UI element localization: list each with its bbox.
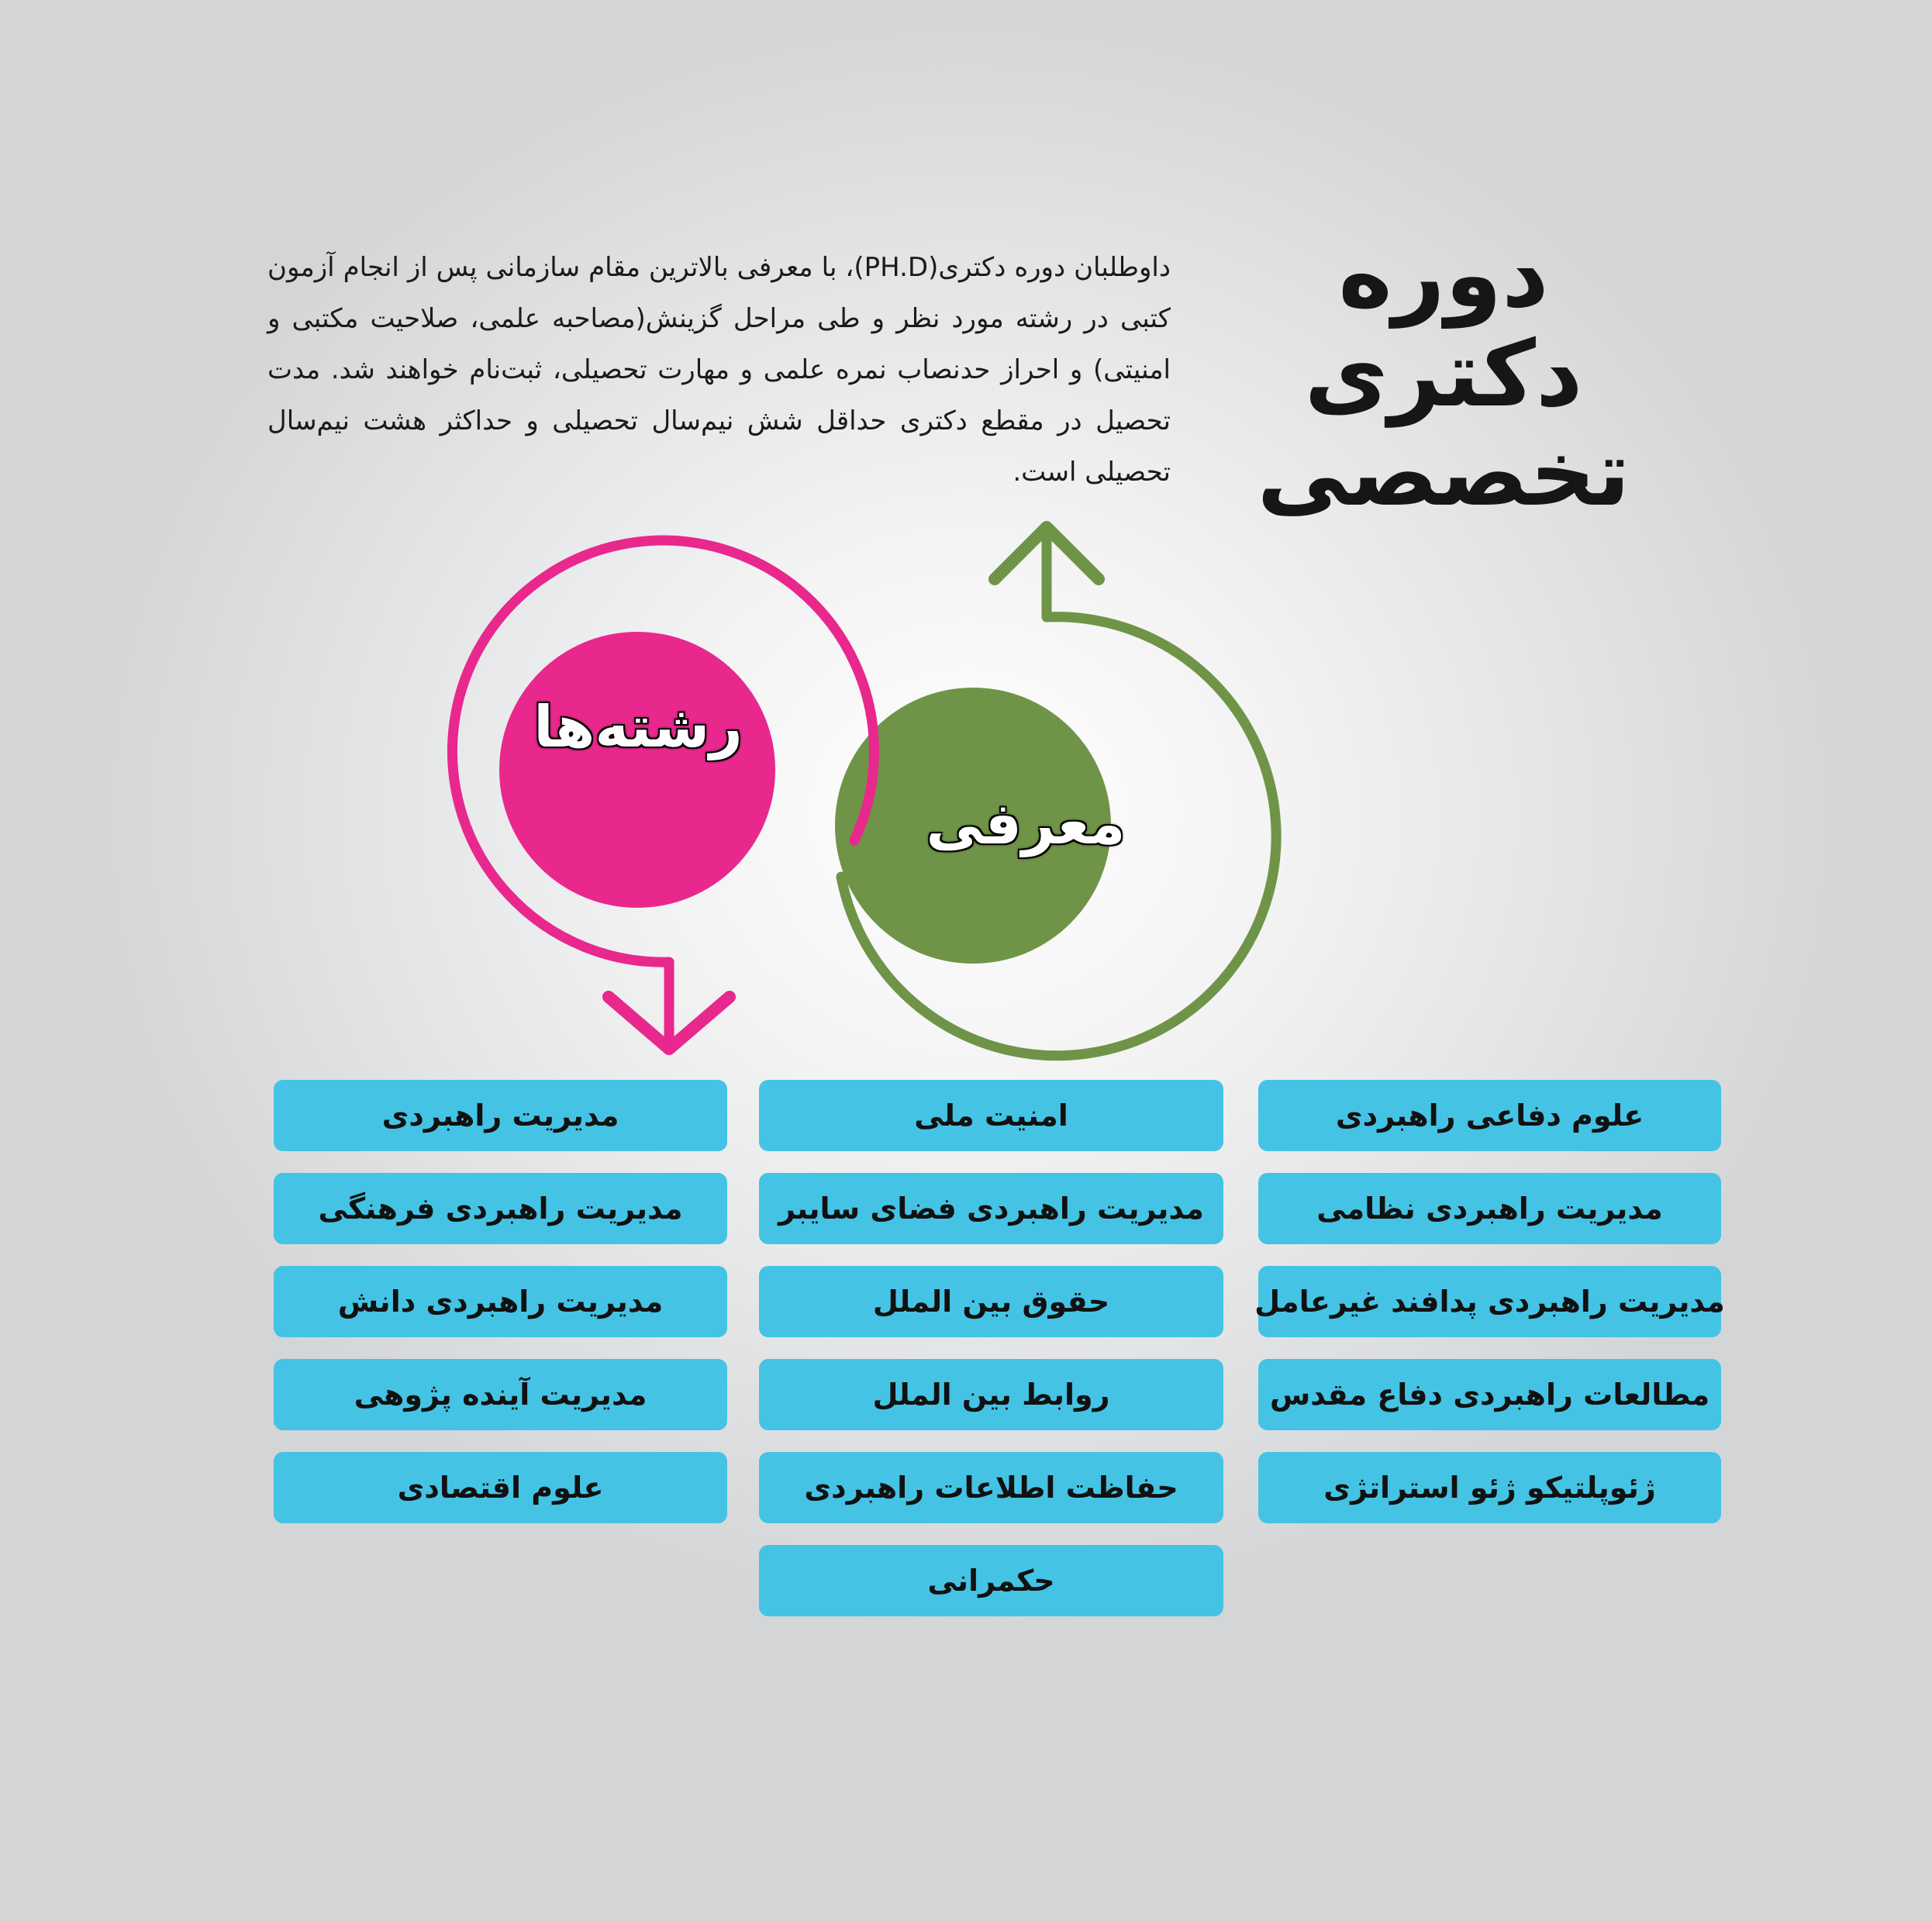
field-pill: امنیت ملی	[759, 1080, 1223, 1151]
field-pill: حفاظت اطلاعات راهبردی	[759, 1452, 1223, 1523]
intro-paragraph: داوطلبان دوره دکتری(PH.D)، با معرفی بالاترین مقام سازمانی پس از انجام آزمون کتبی در رشته مورد نظر و طی مراحل گزینش(مصاحبه علمی، صلاحیت مکتبی و امنیتی) و احراز حدنصاب نمره علمی و مهارت تحصیلی، ثبت‌نام خواهند شد. مدت تحصیل در مقطع دکتری حداقل شش نیم‌سال تحصیلی و حداکثر هشت نیم‌سال تحصیلی است.	[267, 252, 1171, 488]
field-pill: حکمرانی	[759, 1545, 1223, 1616]
title-line-3: تخصصی	[1257, 419, 1630, 526]
fields-circle-label: رشته‌ها	[533, 694, 743, 760]
field-pill: روابط بین الملل	[759, 1359, 1223, 1430]
field-pill: مدیریت راهبردی	[274, 1080, 727, 1151]
field-pill: حقوق بین الملل	[759, 1266, 1223, 1337]
intro-circle-label: معرفی	[926, 791, 1126, 857]
field-pill: مدیریت آینده پژوهی	[274, 1359, 727, 1430]
field-pill: مدیریت راهبردی فرهنگی	[274, 1173, 727, 1244]
field-pill: ژئوپلتیکو ژئو استراتژی	[1258, 1452, 1721, 1523]
field-pill: مدیریت راهبردی فضای سایبر	[759, 1173, 1223, 1244]
field-pill: مدیریت راهبردی دانش	[274, 1266, 727, 1337]
field-pill: علوم اقتصادی	[274, 1452, 727, 1523]
fields-circle	[499, 632, 775, 908]
field-pill: مدیریت راهبردی نظامی	[1258, 1173, 1721, 1244]
title-line-1: دوره	[1338, 221, 1549, 328]
title-line-2: دکتری	[1304, 320, 1583, 427]
field-pill: مدیریت راهبردی پدافند غیرعامل	[1258, 1266, 1721, 1337]
field-pill: علوم دفاعی راهبردی	[1258, 1080, 1721, 1151]
field-pill: مطالعات راهبردی دفاع مقدس	[1258, 1359, 1721, 1430]
